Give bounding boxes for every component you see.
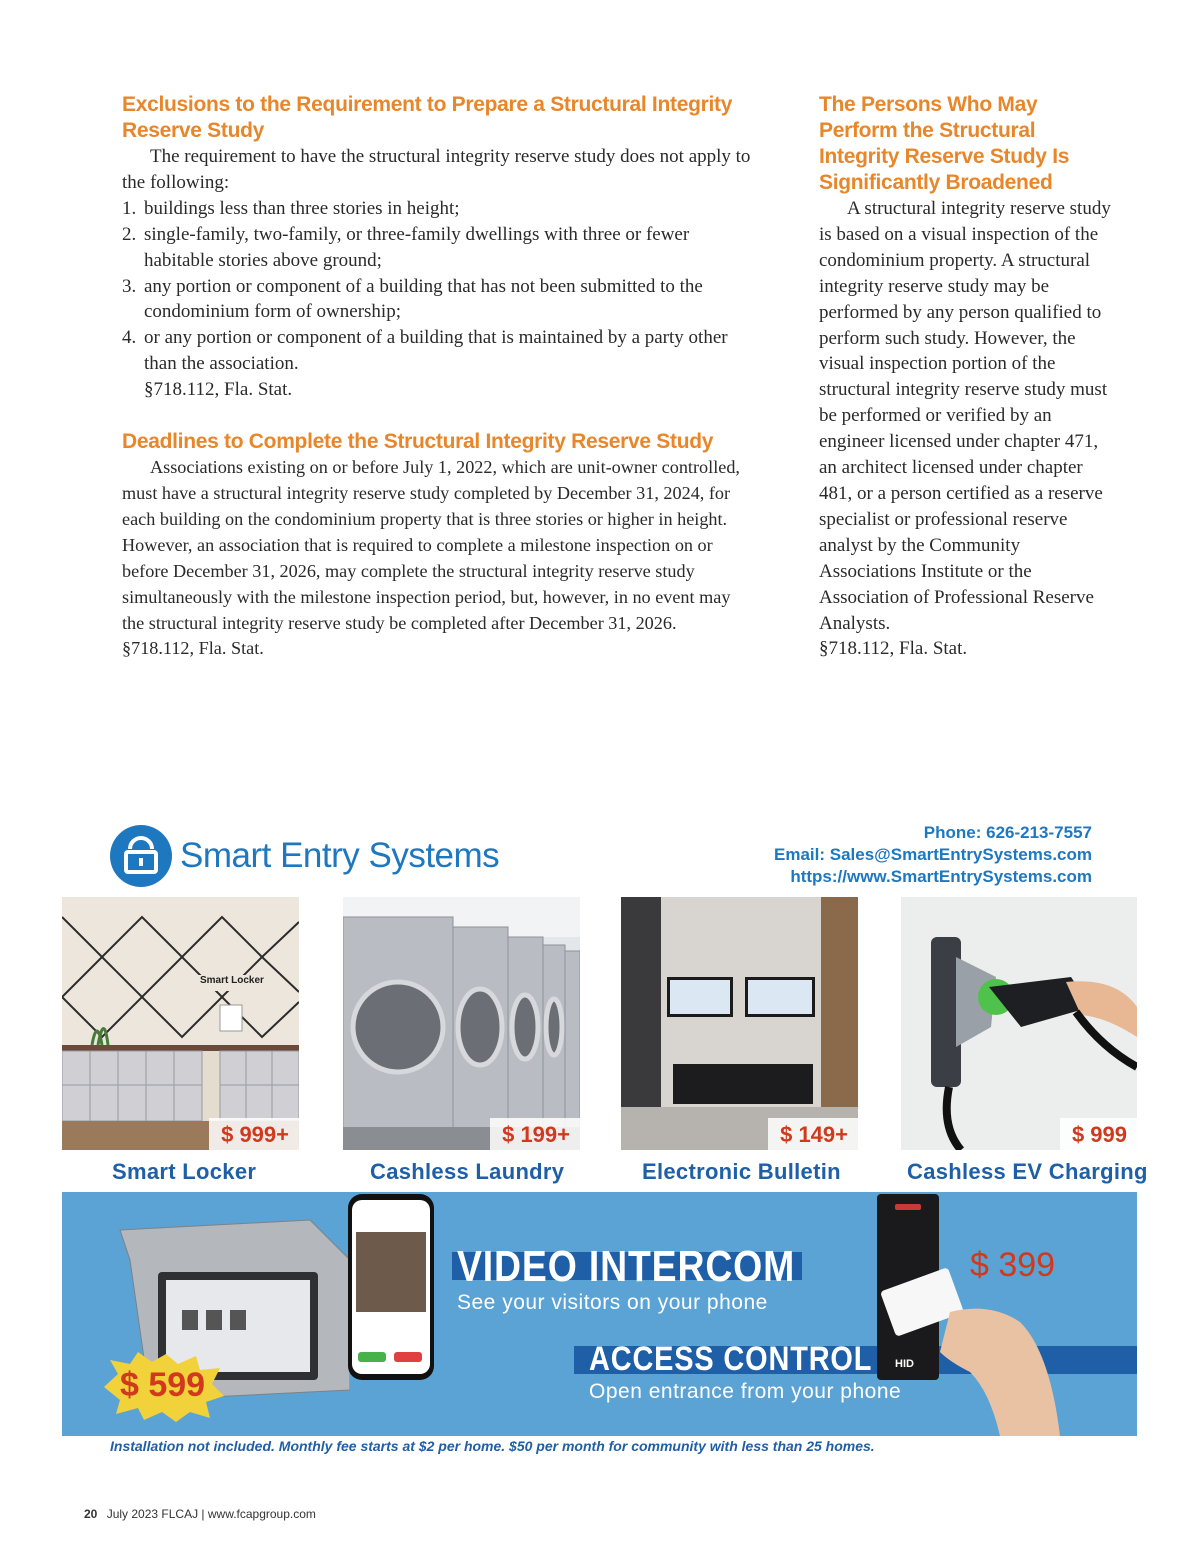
price-tag: $ 999+ — [209, 1118, 299, 1150]
paragraph-persons: A structural integrity reserve study is based on a visual inspection of the condominium property. A structural integrity reserve study may be performed by any person qualified to perform such study. However, the visual inspection portion of the structural integrity reserve study must be performed or verified by an engineer licensed under chapter 471, an architect licensed under chapter 481, or a person certified as a reserve specialist or professional reserve analyst by the Community Associations Institute or the Association of Professional Reserve Analysts. — [819, 198, 1111, 634]
smart-locker-image — [62, 897, 299, 1150]
section-heading-deadlines: Deadlines to Complete the Structural Integrity Reserve Study — [122, 430, 714, 454]
product-label-ev-charging: Cashless EV Charging — [907, 1159, 1148, 1184]
page-number: 20 — [84, 1507, 98, 1521]
price-video-intercom: $ 599 — [120, 1366, 206, 1404]
brand-name: Smart Entry Systems — [180, 836, 500, 875]
intercom-access-banner — [62, 1192, 1137, 1436]
list-item: 1. buildings less than three stories in height; — [122, 197, 460, 219]
electronic-bulletin-image — [621, 897, 858, 1150]
citation: §718.112, Fla. Stat. — [144, 379, 293, 401]
list-item: 2. single-family, two-family, or three-family dwellings with three or fewer habitable stories above ground; — [122, 223, 690, 271]
price-tag: $ 149+ — [768, 1118, 858, 1150]
product-label-cashless-laundry: Cashless Laundry — [370, 1159, 565, 1184]
right-column — [819, 92, 1119, 662]
reader-brand-label: HID — [895, 1358, 914, 1370]
video-intercom-title: VIDEO INTERCOM — [457, 1242, 796, 1291]
citation: §718.112, Fla. Stat. — [122, 638, 264, 659]
email-link[interactable]: Email: Sales@SmartEntrySystems.com — [774, 845, 1092, 864]
lock-icon — [110, 825, 172, 887]
list-item: 4. or any portion or component of a building that is maintained by a party other than the association. — [122, 327, 728, 375]
cashless-laundry-image — [343, 897, 580, 1150]
citation: §718.112, Fla. Stat. — [819, 638, 968, 660]
smart-entry-logo — [110, 825, 172, 887]
access-control-title: ACCESS CONTROL — [589, 1340, 873, 1378]
phone-text: Phone: 626-213-7557 — [923, 823, 1092, 842]
pricing-footnote: Installation not included. Monthly fee starts at $2 per home. $50 per month for community with less than 25 homes. — [110, 1438, 875, 1454]
paragraph-exclusions-intro: The requirement to have the structural integrity reserve study does not apply to the following: — [122, 146, 751, 193]
left-column — [122, 92, 752, 662]
product-label-smart-locker: Smart Locker — [112, 1159, 257, 1184]
product-label-electronic-bulletin: Electronic Bulletin — [642, 1159, 841, 1184]
paragraph-deadlines: Associations existing on or before July 1, 2022, which are unit-owner controlled, must have a structural integrity reserve study completed by December 31, 2024, for each building on the condominium property that is three stories or higher in height. However, an association that is required to complete a milestone inspection on or before December 31, 2026, may complete the structural integrity reserve study simultaneously with the milestone inspection period, but, however, in no event may the structural integrity reserve study be completed after December 31, 2026. — [122, 457, 740, 633]
list-item: 3. any portion or component of a building that has not been submitted to the condominium form of ownership; — [122, 275, 703, 323]
price-access-control: $ 399 — [970, 1246, 1056, 1284]
exclusions-list — [122, 196, 752, 377]
footer-text: July 2023 FLCAJ | www.fcapgroup.com — [106, 1507, 316, 1521]
smartphone-image — [346, 1192, 436, 1382]
section-heading-exclusions: Exclusions to the Requirement to Prepare a Structural Integrity Reserve Study — [122, 93, 733, 142]
website-link[interactable]: https://www.SmartEntrySystems.com — [790, 867, 1092, 886]
contact-block — [692, 822, 1092, 888]
price-tag: $ 199+ — [490, 1118, 580, 1150]
video-intercom-subtitle: See your visitors on your phone — [457, 1291, 768, 1314]
page-footer — [84, 1507, 316, 1521]
ev-charging-image — [901, 897, 1137, 1150]
smart-locker-sign: Smart Locker — [200, 975, 264, 986]
price-tag: $ 999 — [1060, 1118, 1137, 1150]
section-heading-persons: The Persons Who May Perform the Structural Integrity Reserve Study Is Significantly Broadened — [819, 93, 1070, 194]
access-control-subtitle: Open entrance from your phone — [589, 1380, 902, 1403]
